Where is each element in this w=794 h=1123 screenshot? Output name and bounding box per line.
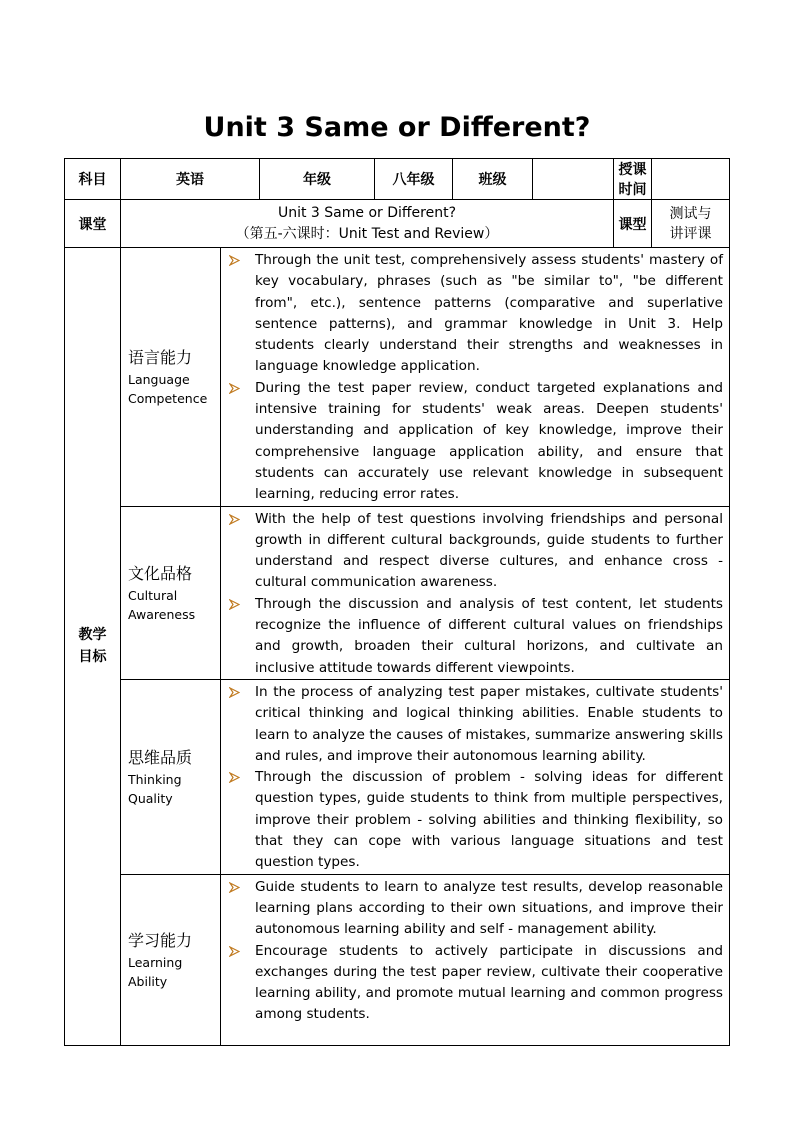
goal-item: In the process of analyzing test paper mistakes, cultivate students' critical thinking and logical thinking abilities. Enable students to learn to analyze the causes of mistakes, summarize answering skills and rules, and improve their autonomous learning ability. xyxy=(221,682,723,767)
category-zh: 语言能力 xyxy=(128,347,193,367)
arrow-bullet-icon xyxy=(229,882,240,893)
goal-item: Guide students to learn to analyze test results, develop reasonable learning plans according to their own situations, and improve their autonomous learning ability and self - management ability. xyxy=(221,877,723,941)
class-label: 班级 xyxy=(453,159,533,200)
category-language xyxy=(121,248,221,507)
category-thinking xyxy=(121,679,221,874)
goal-item: Through the unit test, comprehensively assess students' mastery of key vocabulary, phrases (such as "be similar to", "be different from", etc.), sentence patterns (comparative and superlative sentence patterns), and grammar knowledge in Unit 3. Help students clearly understand their strengths and weaknesses in language knowledge application. xyxy=(221,250,723,378)
lesson-title-line1: Unit 3 Same or Different? xyxy=(277,204,457,221)
goals-cultural xyxy=(221,506,730,679)
arrow-bullet-icon xyxy=(229,514,240,525)
goal-item: Through the discussion of problem - solving ideas for different question types, guide students to think from multiple perspectives, improve their problem - solving abilities and thinking flexibility, so that they can cope with various language situations and test question types. xyxy=(221,767,723,873)
subject-label: 科目 xyxy=(65,159,121,200)
lesson-title-line2: （第五-六课时：Unit Test and Review） xyxy=(235,225,499,242)
goals-language xyxy=(221,248,730,507)
category-en: Quality xyxy=(128,790,173,806)
objective-row-learning xyxy=(65,874,730,1045)
class-value xyxy=(533,159,614,200)
lesson-title xyxy=(121,200,614,248)
lesson-type-label: 课型 xyxy=(614,200,652,248)
category-zh: 思维品质 xyxy=(128,747,193,767)
goal-item: During the test paper review, conduct targeted explanations and intensive training for students' weak areas. Deepen students' understanding and application of key knowledge, improve their comprehensive language application ability, and ensure that students can accurately use relevant knowledge in subsequent learning, reducing error rates. xyxy=(221,378,723,506)
lesson-plan-table xyxy=(64,158,730,1046)
arrow-bullet-icon xyxy=(229,772,240,783)
grade-value: 八年级 xyxy=(375,159,453,200)
objectives-label: 教学 目标 xyxy=(65,248,121,1046)
category-en: Awareness xyxy=(128,606,196,622)
arrow-bullet-icon xyxy=(229,255,240,266)
goal-item: Encourage students to actively participate in discussions and exchanges during the test paper review, cultivate their cooperative learning ability, and promote mutual learning and common progress among students. xyxy=(221,941,723,1026)
category-en: Cultural xyxy=(128,587,178,603)
grade-label: 年级 xyxy=(260,159,375,200)
objective-row-language xyxy=(65,248,730,507)
arrow-bullet-icon xyxy=(229,946,240,957)
category-zh: 文化品格 xyxy=(128,563,193,583)
objective-row-thinking xyxy=(65,679,730,874)
arrow-bullet-icon xyxy=(229,599,240,610)
header-row xyxy=(65,159,730,200)
category-en: Competence xyxy=(128,390,208,406)
goal-item: Through the discussion and analysis of test content, let students recognize the influence of different cultural values on friendships and growth, broaden their cultural horizons, and cultivate an inclusive attitude towards different viewpoints. xyxy=(221,594,723,679)
category-zh: 学习能力 xyxy=(128,930,193,950)
goals-learning xyxy=(221,874,730,1045)
category-en: Learning xyxy=(128,954,183,970)
goals-thinking xyxy=(221,679,730,874)
time-label: 授课时间 xyxy=(614,159,652,200)
lesson-label: 课堂 xyxy=(65,200,121,248)
time-value xyxy=(652,159,730,200)
category-en: Thinking xyxy=(128,771,182,787)
goal-item: With the help of test questions involving friendships and personal growth in different cultural backgrounds, guide students to further understand and respect diverse cultures, and enhance cross - cultural communication awareness. xyxy=(221,509,723,594)
lesson-type-value: 测试与 讲评课 xyxy=(652,200,730,248)
category-en: Language xyxy=(128,371,190,387)
arrow-bullet-icon xyxy=(229,687,240,698)
arrow-bullet-icon xyxy=(229,383,240,394)
objective-row-cultural xyxy=(65,506,730,679)
subject-value: 英语 xyxy=(121,159,260,200)
lesson-row xyxy=(65,200,730,248)
document-title: Unit 3 Same or Different? xyxy=(203,112,591,143)
category-cultural xyxy=(121,506,221,679)
category-en: Ability xyxy=(128,973,168,989)
category-learning xyxy=(121,874,221,1045)
